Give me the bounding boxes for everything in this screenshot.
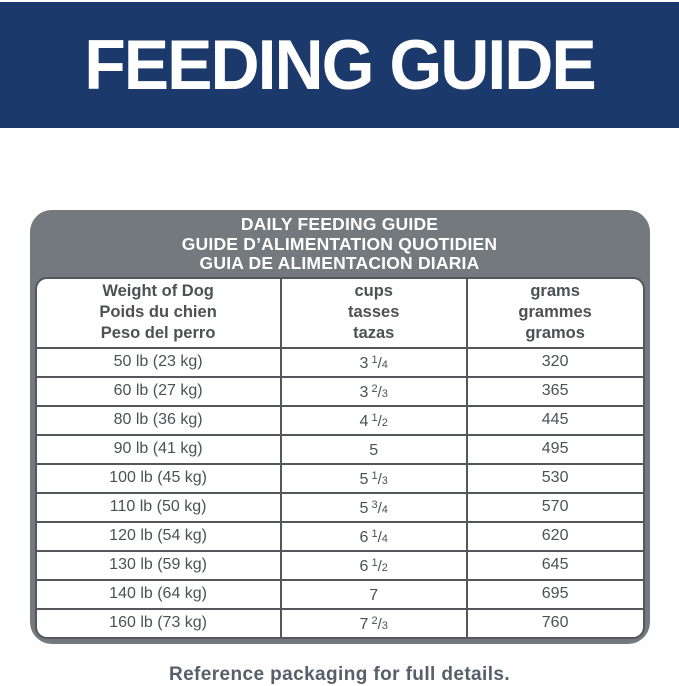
cups-cell bbox=[281, 348, 467, 377]
cups-fraction-numerator: 1 bbox=[371, 527, 378, 540]
table-row bbox=[37, 522, 643, 551]
cups-fraction-denominator: 3 bbox=[381, 387, 388, 400]
cups-fraction-numerator: 1 bbox=[371, 411, 378, 424]
cups-fraction-numerator: 1 bbox=[371, 556, 378, 569]
cups-fraction-denominator: 2 bbox=[381, 416, 388, 429]
cups-cell bbox=[281, 464, 467, 493]
cups-fraction-denominator: 3 bbox=[381, 619, 388, 632]
cups-cell bbox=[281, 580, 467, 609]
table-row bbox=[37, 348, 643, 377]
table-title-line-en: DAILY FEEDING GUIDE bbox=[240, 214, 439, 234]
cups-fraction-denominator: 4 bbox=[381, 503, 388, 516]
cups-fraction-numerator: 1 bbox=[371, 469, 378, 482]
table-title-band bbox=[35, 210, 645, 277]
table-body bbox=[35, 277, 645, 639]
cups-fraction-slash: / bbox=[377, 383, 382, 401]
grams-cell: 695 bbox=[467, 580, 643, 609]
grams-cell: 620 bbox=[467, 522, 643, 551]
cups-fraction-numerator: 3 bbox=[371, 498, 378, 511]
feeding-guide-banner bbox=[0, 2, 679, 128]
column-header-weight bbox=[37, 279, 281, 348]
cups-fraction-denominator: 2 bbox=[381, 561, 388, 574]
column-header-weight-en: Weight of Dog bbox=[102, 281, 214, 300]
column-header-grams-fr: grammes bbox=[518, 302, 592, 321]
cups-fraction-slash: / bbox=[377, 354, 382, 372]
cups-cell bbox=[281, 551, 467, 580]
table-row bbox=[37, 551, 643, 580]
cups-whole: 5 bbox=[369, 441, 379, 459]
cups-cell bbox=[281, 377, 467, 406]
column-header-grams-en: grams bbox=[530, 281, 580, 300]
grams-cell: 760 bbox=[467, 609, 643, 637]
cups-fraction-numerator: 2 bbox=[371, 382, 378, 395]
cups-whole: 7 bbox=[369, 586, 379, 604]
cups-cell bbox=[281, 435, 467, 464]
weight-cell: 110 lb (50 kg) bbox=[37, 493, 281, 522]
cups-whole: 3 bbox=[359, 383, 369, 401]
table-row bbox=[37, 493, 643, 522]
column-header-weight-es: Peso del perro bbox=[100, 323, 216, 342]
cups-whole: 4 bbox=[359, 412, 369, 430]
cups-fraction-slash: / bbox=[377, 470, 382, 488]
grams-cell: 365 bbox=[467, 377, 643, 406]
grams-cell: 495 bbox=[467, 435, 643, 464]
column-header-weight-fr: Poids du chien bbox=[99, 302, 217, 321]
grams-cell: 570 bbox=[467, 493, 643, 522]
banner-title: FEEDING GUIDE bbox=[84, 25, 595, 105]
cups-whole: 3 bbox=[359, 354, 369, 372]
weight-cell: 50 lb (23 kg) bbox=[37, 348, 281, 377]
cups-whole: 6 bbox=[359, 528, 369, 546]
table-row bbox=[37, 406, 643, 435]
weight-cell: 80 lb (36 kg) bbox=[37, 406, 281, 435]
cups-fraction-denominator: 4 bbox=[381, 532, 388, 545]
cups-fraction-slash: / bbox=[377, 557, 382, 575]
weight-cell: 60 lb (27 kg) bbox=[37, 377, 281, 406]
grams-cell: 530 bbox=[467, 464, 643, 493]
cups-whole: 6 bbox=[359, 557, 369, 575]
grams-cell: 320 bbox=[467, 348, 643, 377]
cups-cell bbox=[281, 609, 467, 637]
cups-fraction-denominator: 4 bbox=[381, 358, 388, 371]
cups-whole: 5 bbox=[359, 470, 369, 488]
column-header-grams-es: gramos bbox=[525, 323, 585, 342]
table-row bbox=[37, 464, 643, 493]
cups-fraction-slash: / bbox=[377, 528, 382, 546]
weight-cell: 120 lb (54 kg) bbox=[37, 522, 281, 551]
cups-fraction-numerator: 2 bbox=[371, 614, 378, 627]
feeding-data-table bbox=[37, 279, 643, 637]
weight-cell: 140 lb (64 kg) bbox=[37, 580, 281, 609]
weight-cell: 100 lb (45 kg) bbox=[37, 464, 281, 493]
grams-cell: 645 bbox=[467, 551, 643, 580]
cups-fraction-denominator: 3 bbox=[381, 474, 388, 487]
cups-fraction-numerator: 1 bbox=[371, 353, 378, 366]
column-header-row bbox=[37, 279, 643, 348]
column-header-cups-en: cups bbox=[354, 281, 393, 300]
column-header-cups-es: tazas bbox=[353, 323, 395, 342]
feeding-table bbox=[30, 210, 650, 644]
cups-whole: 5 bbox=[359, 499, 369, 517]
footer-note: Reference packaging for full details. bbox=[168, 663, 511, 685]
cups-cell bbox=[281, 493, 467, 522]
weight-cell: 130 lb (59 kg) bbox=[37, 551, 281, 580]
table-row bbox=[37, 435, 643, 464]
table-row bbox=[37, 377, 643, 406]
cups-cell bbox=[281, 522, 467, 551]
cups-fraction-slash: / bbox=[377, 499, 382, 517]
weight-cell: 90 lb (41 kg) bbox=[37, 435, 281, 464]
column-header-cups bbox=[281, 279, 467, 348]
table-title-line-es: GUIA DE ALIMENTACION DIARIA bbox=[199, 253, 480, 273]
grams-cell: 445 bbox=[467, 406, 643, 435]
cups-whole: 7 bbox=[359, 615, 369, 633]
cups-fraction-slash: / bbox=[377, 412, 382, 430]
weight-cell: 160 lb (73 kg) bbox=[37, 609, 281, 637]
table-row bbox=[37, 609, 643, 637]
table-title-line-fr: GUIDE D’ALIMENTATION QUOTIDIEN bbox=[181, 233, 498, 254]
column-header-cups-fr: tasses bbox=[348, 302, 400, 321]
cups-cell bbox=[281, 406, 467, 435]
cups-fraction-slash: / bbox=[377, 615, 382, 633]
column-header-grams bbox=[467, 279, 643, 348]
table-row bbox=[37, 580, 643, 609]
